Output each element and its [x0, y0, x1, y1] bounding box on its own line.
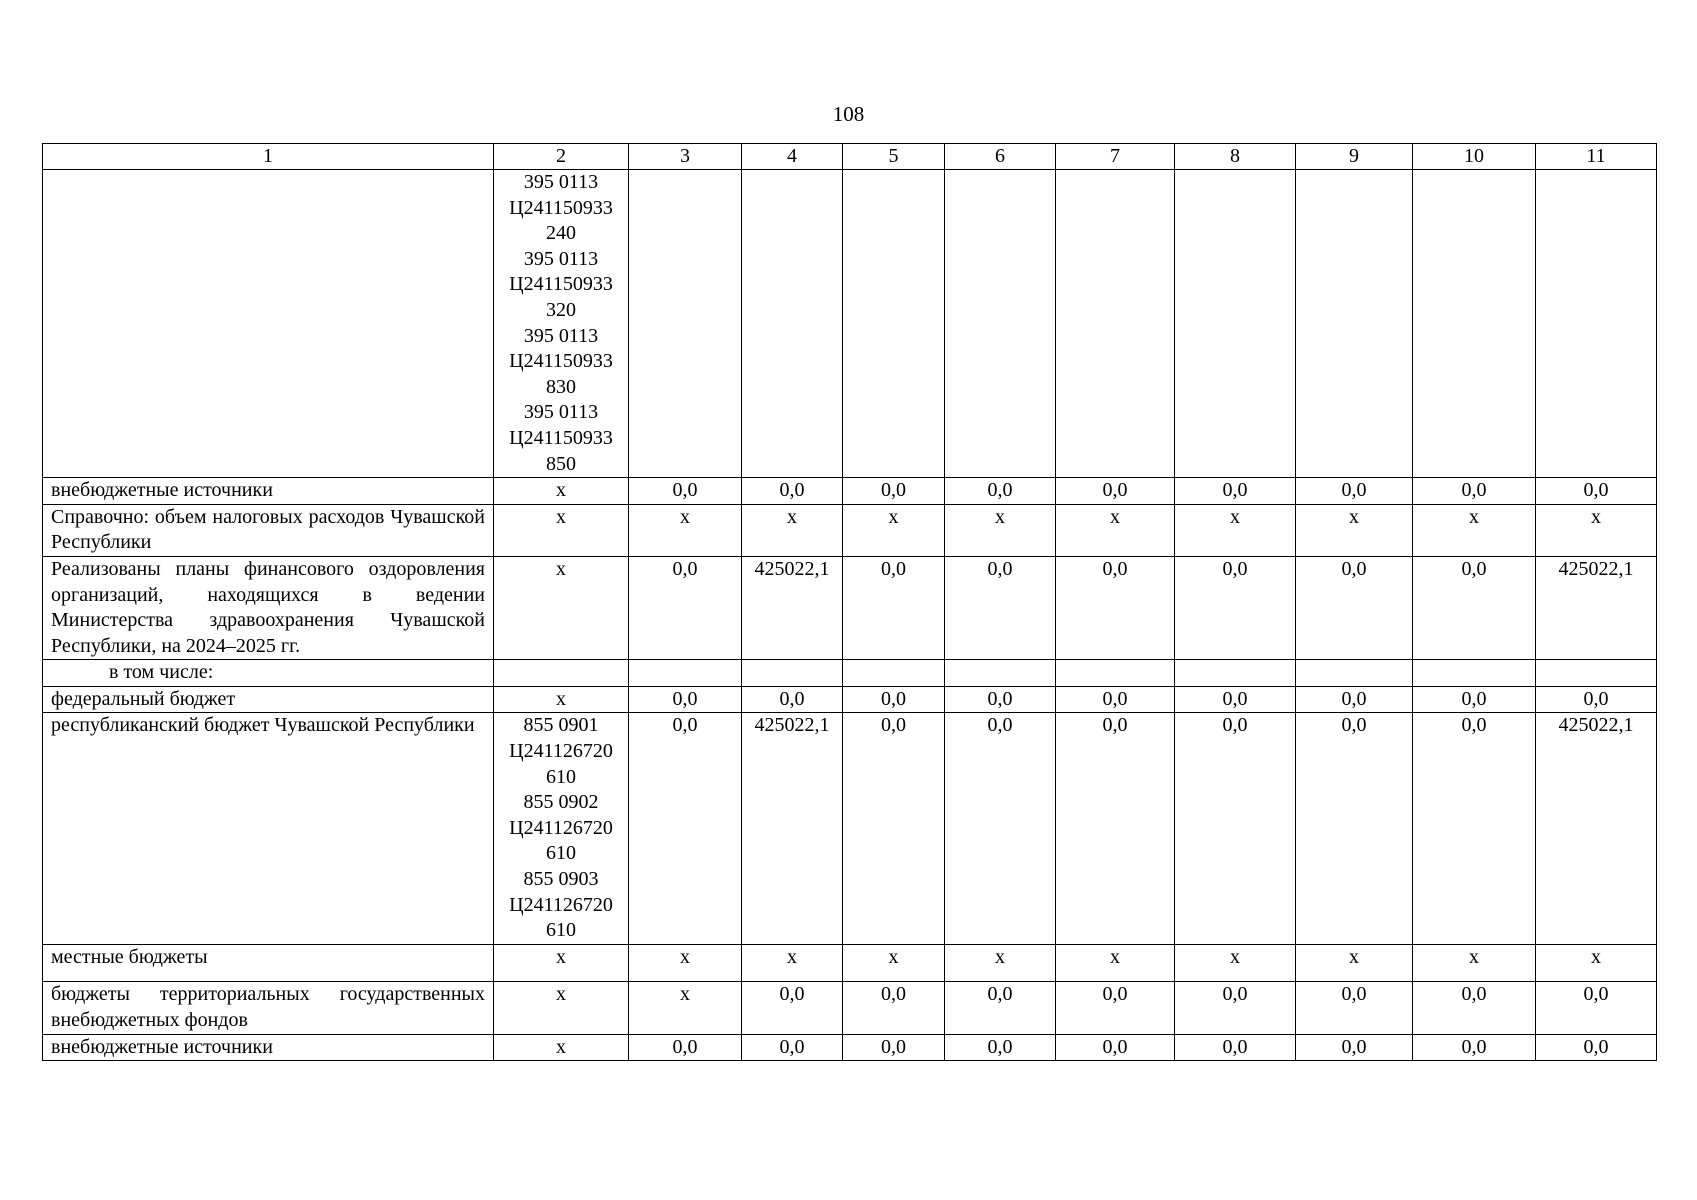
value-cell [945, 660, 1056, 687]
value-cell: 425022,1 [1536, 713, 1657, 944]
value-cell [1175, 170, 1296, 478]
table-row [43, 982, 1657, 1034]
column-number-row [43, 144, 1657, 170]
budget-code-cell [494, 170, 629, 478]
value-cell: x [742, 944, 843, 982]
value-cell [1056, 170, 1175, 478]
value-cell: 0,0 [1175, 982, 1296, 1034]
row-label: федеральный бюджет [43, 686, 494, 713]
column-header: 9 [1296, 144, 1413, 170]
value-cell: 0,0 [1536, 478, 1657, 505]
value-cell: 0,0 [629, 713, 742, 944]
row-label: бюджеты территориальных государственных внебюджетных фондов [43, 982, 494, 1034]
value-cell: 0,0 [1413, 982, 1536, 1034]
budget-code-line: 610 [546, 842, 576, 865]
value-cell: 0,0 [629, 1034, 742, 1061]
value-cell [1296, 660, 1413, 687]
value-cell: 0,0 [1056, 478, 1175, 505]
value-cell: 0,0 [1056, 556, 1175, 659]
budget-code-line: Ц241150933 [509, 426, 613, 449]
budget-code-cell [494, 660, 629, 687]
value-cell: x [1056, 944, 1175, 982]
row-label: Реализованы планы финансового оздоровления организаций, находящихся в ведении Министерства здравоохранения Чувашской Республики, на 2024–2025 гг. [43, 556, 494, 659]
table-row [43, 660, 1657, 687]
value-cell: 0,0 [945, 556, 1056, 659]
value-cell: x [1413, 944, 1536, 982]
value-cell: 0,0 [742, 478, 843, 505]
budget-code-cell [494, 1034, 629, 1061]
value-cell [1413, 660, 1536, 687]
budget-table [42, 143, 1657, 1061]
budget-code-line: x [556, 505, 566, 528]
value-cell: 0,0 [1175, 713, 1296, 944]
value-cell: 0,0 [742, 982, 843, 1034]
budget-code-line: 855 0901 [523, 714, 599, 737]
budget-code-line: Ц241126720 [509, 816, 613, 839]
table-row [43, 504, 1657, 556]
budget-code-line: x [556, 945, 566, 968]
value-cell: 0,0 [1056, 1034, 1175, 1061]
value-cell: 0,0 [1536, 1034, 1657, 1061]
row-label: в том числе: [43, 660, 494, 687]
value-cell [629, 170, 742, 478]
budget-code-line: Ц241150933 [509, 196, 613, 219]
budget-code-line: x [556, 479, 566, 502]
budget-code-line: 395 0113 [523, 247, 599, 270]
value-cell [945, 170, 1056, 478]
value-cell: 0,0 [1296, 713, 1413, 944]
value-cell: 0,0 [742, 686, 843, 713]
value-cell: 0,0 [1413, 1034, 1536, 1061]
table-row [43, 944, 1657, 982]
value-cell: 0,0 [843, 1034, 945, 1061]
value-cell: 0,0 [1413, 686, 1536, 713]
row-label: республиканский бюджет Чувашской Республики [43, 713, 494, 944]
budget-code-line: x [556, 687, 566, 710]
budget-code-line: 610 [546, 765, 576, 788]
budget-code-cell [494, 478, 629, 505]
page-number: 108 [832, 102, 865, 126]
value-cell [742, 660, 843, 687]
value-cell: 0,0 [1296, 686, 1413, 713]
budget-code-line: x [556, 1035, 566, 1058]
value-cell: 0,0 [945, 478, 1056, 505]
value-cell: 0,0 [945, 713, 1056, 944]
budget-code-line: 395 0113 [523, 171, 599, 193]
value-cell: x [1536, 504, 1657, 556]
value-cell: 0,0 [629, 478, 742, 505]
value-cell: x [1056, 504, 1175, 556]
table-row [43, 478, 1657, 505]
budget-code-line: Ц241126720 [509, 893, 613, 916]
budget-code-line: 850 [546, 452, 576, 475]
value-cell [1296, 170, 1413, 478]
budget-code-line: 830 [546, 375, 576, 398]
value-cell: 0,0 [629, 556, 742, 659]
budget-code-line: 855 0903 [523, 868, 599, 891]
budget-code-line: 240 [546, 222, 576, 245]
value-cell: 0,0 [1536, 982, 1657, 1034]
budget-code-cell [494, 686, 629, 713]
value-cell: x [843, 504, 945, 556]
table-row [43, 556, 1657, 659]
budget-code-line: Ц241126720 [509, 740, 613, 763]
value-cell: 0,0 [1536, 686, 1657, 713]
budget-code-line: x [556, 983, 566, 1006]
value-cell: x [1296, 944, 1413, 982]
value-cell: 0,0 [1413, 713, 1536, 944]
row-label: внебюджетные источники [43, 478, 494, 505]
value-cell: x [629, 944, 742, 982]
table-body [43, 170, 1657, 1061]
value-cell: 425022,1 [1536, 556, 1657, 659]
value-cell: 0,0 [843, 713, 945, 944]
budget-code-line: Ц241150933 [509, 350, 613, 373]
value-cell: 0,0 [945, 686, 1056, 713]
value-cell: 0,0 [1175, 1034, 1296, 1061]
value-cell: 0,0 [843, 982, 945, 1034]
column-header: 4 [742, 144, 843, 170]
value-cell [843, 660, 945, 687]
value-cell: 0,0 [843, 556, 945, 659]
column-header: 1 [43, 144, 494, 170]
row-label [43, 170, 494, 478]
value-cell: 0,0 [843, 478, 945, 505]
value-cell: 0,0 [1175, 478, 1296, 505]
value-cell: 0,0 [843, 686, 945, 713]
table-row [43, 170, 1657, 478]
value-cell: 0,0 [1413, 478, 1536, 505]
value-cell: x [629, 982, 742, 1034]
budget-code-cell [494, 504, 629, 556]
budget-code-line: 395 0113 [523, 324, 599, 347]
value-cell [843, 170, 945, 478]
budget-code-cell [494, 944, 629, 982]
budget-code-line: 855 0902 [523, 791, 599, 814]
budget-code-line: 610 [546, 919, 576, 942]
table-row [43, 1034, 1657, 1061]
table-row [43, 686, 1657, 713]
table-row [43, 713, 1657, 944]
value-cell: 425022,1 [742, 713, 843, 944]
value-cell: x [945, 944, 1056, 982]
value-cell: x [629, 504, 742, 556]
row-label: Справочно: объем налоговых расходов Чувашской Республики [43, 504, 494, 556]
value-cell: x [1175, 944, 1296, 982]
value-cell: 0,0 [945, 982, 1056, 1034]
value-cell: 0,0 [629, 686, 742, 713]
column-header: 2 [494, 144, 629, 170]
value-cell [1175, 660, 1296, 687]
value-cell: 0,0 [1056, 686, 1175, 713]
value-cell [629, 660, 742, 687]
value-cell [742, 170, 843, 478]
budget-code-cell [494, 556, 629, 659]
value-cell [1413, 170, 1536, 478]
value-cell: x [742, 504, 843, 556]
column-header: 5 [843, 144, 945, 170]
value-cell: x [843, 944, 945, 982]
value-cell: 0,0 [1296, 478, 1413, 505]
column-header: 3 [629, 144, 742, 170]
value-cell: 0,0 [1056, 713, 1175, 944]
value-cell [1536, 660, 1657, 687]
value-cell: 0,0 [742, 1034, 843, 1061]
value-cell: x [1175, 504, 1296, 556]
column-header: 11 [1536, 144, 1657, 170]
budget-code-line: 395 0113 [523, 401, 599, 424]
budget-code-cell [494, 982, 629, 1034]
column-header: 6 [945, 144, 1056, 170]
value-cell: x [1413, 504, 1536, 556]
budget-code-cell [494, 713, 629, 944]
budget-code-line: x [556, 557, 566, 580]
column-header: 10 [1413, 144, 1536, 170]
value-cell: 0,0 [1413, 556, 1536, 659]
value-cell: 425022,1 [742, 556, 843, 659]
budget-code-line: Ц241150933 [509, 273, 613, 296]
value-cell: 0,0 [1056, 982, 1175, 1034]
budget-code-line: 320 [546, 298, 576, 321]
row-label: местные бюджеты [43, 944, 494, 982]
value-cell: 0,0 [1296, 556, 1413, 659]
value-cell: x [1296, 504, 1413, 556]
row-label: внебюджетные источники [43, 1034, 494, 1061]
value-cell: 0,0 [1175, 556, 1296, 659]
value-cell: 0,0 [945, 1034, 1056, 1061]
value-cell: x [1536, 944, 1657, 982]
value-cell: 0,0 [1296, 982, 1413, 1034]
value-cell [1536, 170, 1657, 478]
value-cell: 0,0 [1175, 686, 1296, 713]
column-header: 7 [1056, 144, 1175, 170]
column-header: 8 [1175, 144, 1296, 170]
value-cell [1056, 660, 1175, 687]
value-cell: x [945, 504, 1056, 556]
value-cell: 0,0 [1296, 1034, 1413, 1061]
budget-code-line [496, 660, 626, 686]
